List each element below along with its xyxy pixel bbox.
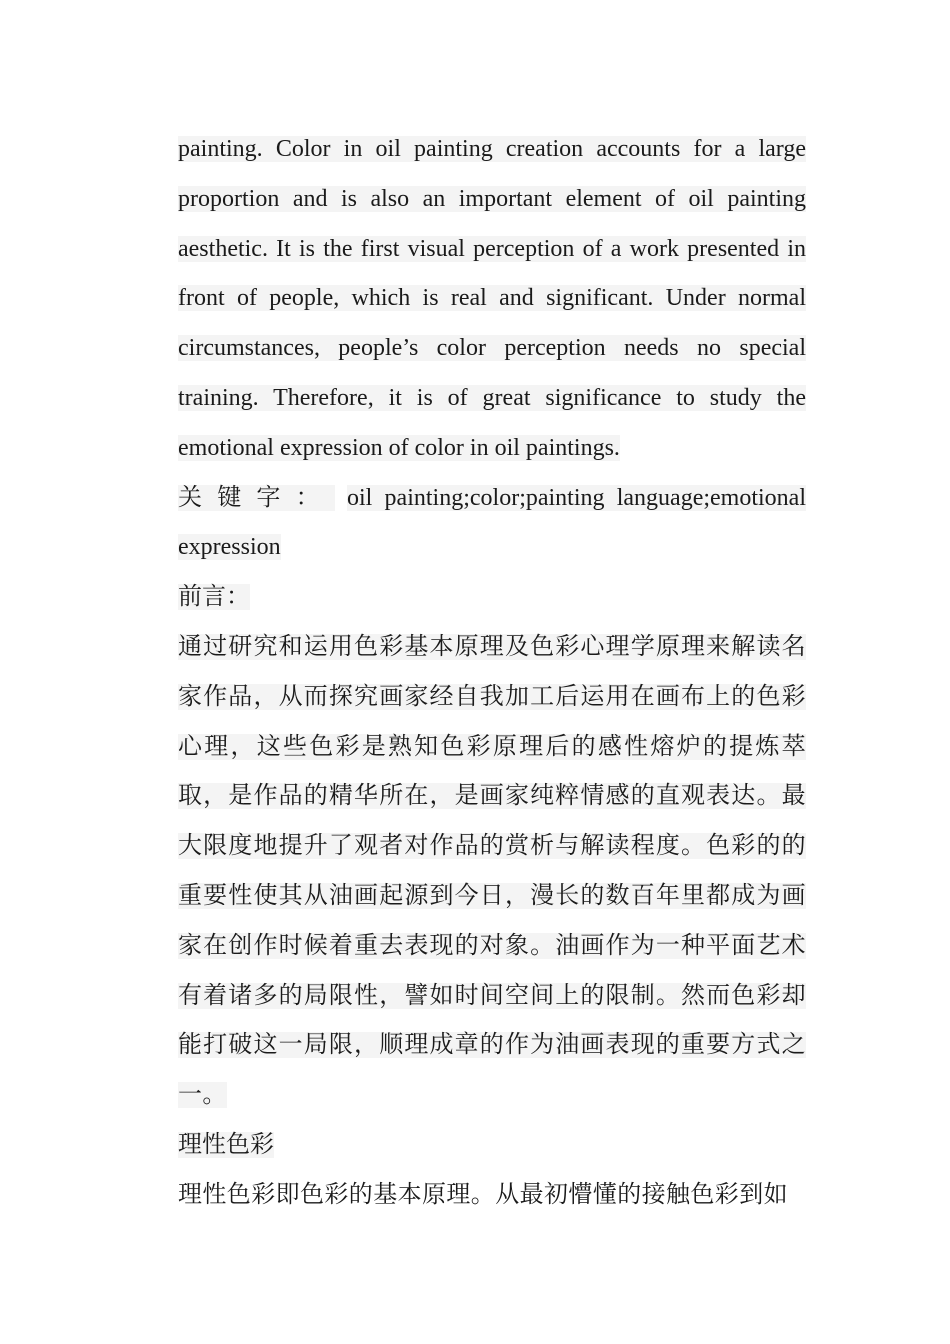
document-body [178,125,806,1221]
section-heading-line [178,1121,806,1171]
keywords-label: 关键字： [178,484,335,511]
preface-heading: 前言： [178,584,250,611]
preface-paragraph [178,623,806,1121]
abstract-text: painting. Color in oil painting creation accounts for a large proportion and is also an important element of oil painting aesthetic. It is the first visual perception of a work presented in front of people, which is real and significant. Under normal circumstances, people’s color perception needs no special training. Therefore, it is of great significance to study the emotional expression of color in oil paintings. [178,136,806,461]
section-text: 理性色彩即色彩的基本原理。从最初懵懂的接触色彩到如 [178,1181,788,1208]
section-heading: 理性色彩 [178,1131,274,1158]
abstract-paragraph [178,125,806,474]
keywords-text: oil painting;color;painting language;emotional expression [178,484,806,561]
keywords-line [178,474,806,574]
preface-text: 通过研究和运用色彩基本原理及色彩心理学原理来解读名家作品，从而探究画家经自我加工后运用在画布上的色彩心理，这些色彩是熟知色彩原理后的感性熔炉的提炼萃取，是作品的精华所在，是画家纯粹情感的直观表达。最大限度地提升了观者对作品的赏析与解读程度。色彩的的重要性使其从油画起源到今日，漫长的数百年里都成为画家在创作时候着重去表现的对象。油画作为一种平面艺术有着诸多的局限性，譬如时间空间上的限制。然而色彩却能打破这一局限，顺理成章的作为油画表现的重要方式之一。 [178,633,806,1109]
section-paragraph [178,1171,806,1221]
preface-heading-line [178,573,806,623]
